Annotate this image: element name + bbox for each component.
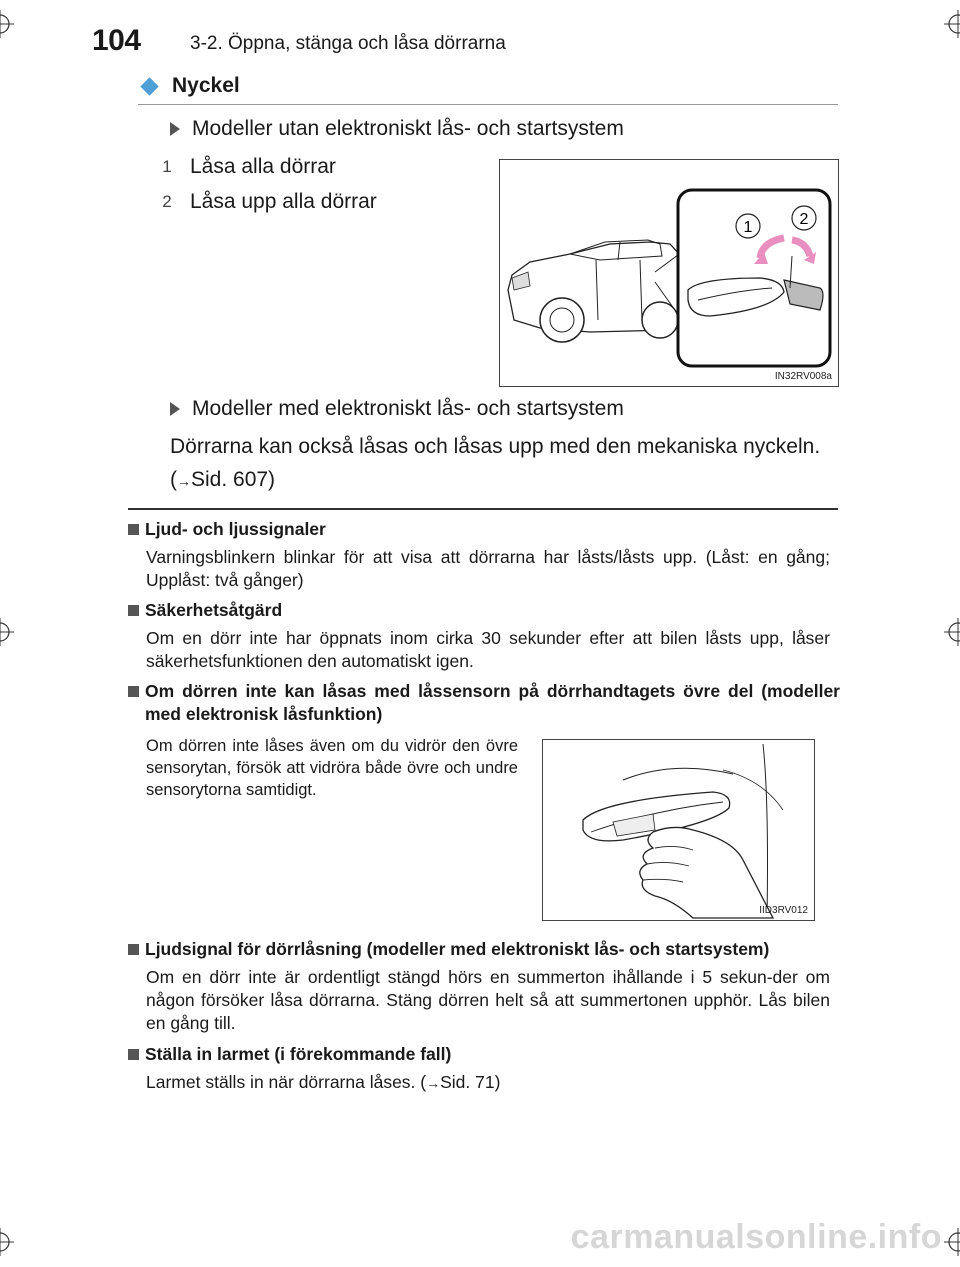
registration-mark-top-left: [0, 10, 14, 38]
numbered-item: [158, 190, 377, 214]
page-number: 104: [92, 24, 141, 57]
numbered-item-text: Låsa upp alla dörrar: [190, 190, 377, 213]
number-label: 2: [162, 192, 172, 211]
note-body: Varningsblinkern blinkar för att visa att dörrarna har låsts/låsts upp. (Låst: en gång; Upplåst: två gånger): [146, 547, 830, 590]
running-header: 3-2. Öppna, stänga och låsa dörrarna: [190, 33, 506, 54]
triangle-bullet-icon: [170, 402, 180, 416]
square-bullet-icon: [128, 944, 139, 955]
triangle-bullet-icon: [170, 122, 180, 136]
numbered-item: [158, 155, 336, 179]
registration-mark-top-right: [944, 10, 960, 38]
note-body: Om dörren inte låses även om du vidrör den övre sensorytan, försök att vidröra både övre och undre sensorytorna samtidigt.: [146, 737, 518, 799]
mechanical-key-line: Dörrarna kan också låsas och låsas upp med den mekaniska nyckeln.: [170, 435, 821, 458]
handle-hand-drawing: [543, 740, 814, 920]
arrow-icon: →: [426, 1075, 441, 1091]
figure-door-handle-sensor: [542, 739, 815, 921]
note-title: Säkerhetsåtgärd: [145, 600, 283, 620]
note-title: Ställa in larmet (i förekommande fall): [145, 1044, 452, 1064]
page-reference: [170, 463, 840, 498]
note-heading: [128, 518, 840, 541]
note-body: [146, 1071, 830, 1095]
ref-text: Sid. 607): [191, 468, 276, 491]
ref-text: Sid. 71): [440, 1072, 501, 1092]
registration-mark-mid-left: [0, 618, 14, 646]
note-heading: [128, 938, 840, 961]
watermark: carmanualsonline.info: [570, 1218, 942, 1256]
note-body: Om en dörr inte har öppnats inom cirka 30 sekunder efter att bilen låsts upp, låser säkerhetsfunktionen den automatiskt igen.: [146, 628, 830, 671]
square-bullet-icon: [128, 686, 139, 697]
numbered-item-text: Låsa alla dörrar: [190, 155, 336, 178]
figure-car-key-illustration: [499, 159, 839, 387]
note-body-text: Larmet ställs in när dörrarna låses. (: [146, 1072, 427, 1092]
note-heading: [128, 599, 840, 622]
mechanical-key-text: [170, 430, 840, 498]
number-label: 1: [162, 157, 172, 176]
note-heading: [128, 1043, 840, 1066]
section-title: [140, 74, 240, 98]
square-bullet-icon: [128, 1049, 139, 1060]
callout-1: 1: [743, 219, 753, 236]
note-heading: [128, 680, 840, 726]
registration-mark-bottom-left: [0, 1228, 14, 1256]
arrow-icon: →: [177, 473, 191, 489]
square-bullet-icon: [128, 605, 139, 616]
model-bullet-text: Modeller med elektroniskt lås- och startsystem: [192, 397, 624, 420]
section-title-text: Nyckel: [172, 74, 240, 97]
registration-mark-mid-right: [944, 618, 960, 646]
ref-paren: (: [170, 468, 177, 491]
registration-mark-bottom-right: [944, 1228, 960, 1256]
diamond-bullet-icon: [140, 77, 158, 95]
note-title: Om dörren inte kan låsas med låssensorn på dörrhandtagets övre del (modeller med elektronisk låsfunktion): [145, 681, 840, 724]
model-bullet-without: [170, 117, 624, 141]
figure-code: IN32RV008a: [774, 371, 832, 382]
figure-code: IID3RV012: [759, 905, 808, 916]
note-body: Om en dörr inte är ordentligt stängd hörs en summerton ihållande i 5 sekun-der om någon försöker låsa dörrarna. Stäng dörren helt så att summertonen upphör. Lås bilen en gång till.: [146, 967, 830, 1033]
title-divider: [138, 104, 838, 105]
car-key-drawing: [500, 160, 838, 386]
square-bullet-icon: [128, 524, 139, 535]
section-divider: [128, 508, 838, 510]
callout-2: 2: [799, 211, 809, 228]
note-title: Ljud- och ljussignaler: [145, 519, 326, 539]
model-bullet-with: [170, 397, 624, 421]
note-title: Ljudsignal för dörrlåsning (modeller med elektroniskt lås- och startsystem): [145, 939, 770, 959]
model-bullet-text: Modeller utan elektroniskt lås- och startsystem: [192, 117, 624, 140]
